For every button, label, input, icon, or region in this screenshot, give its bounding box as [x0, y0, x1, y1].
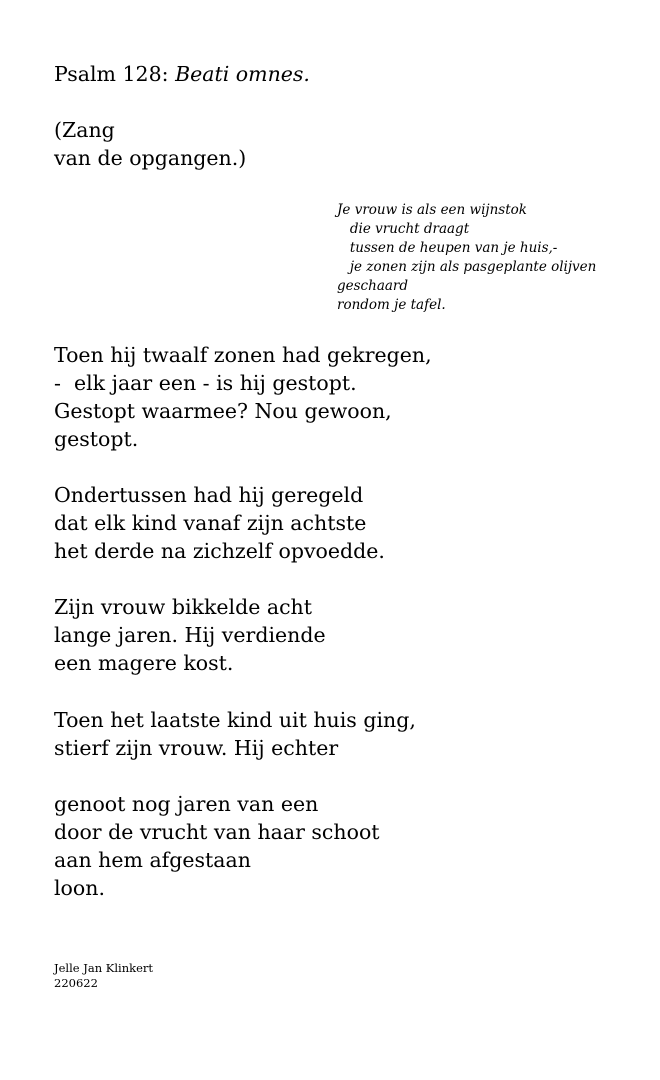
epigraph [337, 201, 596, 315]
epigraph-line: geschaard [337, 278, 409, 294]
title-prefix: Psalm 128: [54, 62, 176, 86]
subheading-line: (Zang [54, 118, 115, 142]
epigraph-line: je zonen zijn als pasgeplante olijven [337, 259, 597, 275]
poem-line: Ondertussen had hij geregeld [54, 483, 364, 507]
poem-line: dat elk kind vanaf zijn achtste [54, 511, 367, 535]
subheading-line: van de opgangen.) [54, 146, 247, 170]
author-name: Jelle Jan Klinkert [54, 961, 154, 975]
poem-line: Gestopt waarmee? Nou gewoon, [54, 399, 392, 423]
poem-line: Toen het laatste kind uit huis ging, [54, 708, 416, 732]
epigraph-line: Je vrouw is als een wijnstok [337, 202, 527, 218]
poem-line: Toen hij twaalf zonen had gekregen, [54, 343, 432, 367]
poem-line: door de vrucht van haar schoot [54, 820, 380, 844]
epigraph-line: tussen de heupen van je huis,- [337, 240, 558, 256]
poem-line: loon. [54, 876, 105, 900]
title-latin: Beati omnes. [175, 62, 310, 86]
poem-line: stierf zijn vrouw. Hij echter [54, 736, 339, 760]
epigraph-line: rondom je tafel. [337, 297, 446, 313]
poem-line: een magere kost. [54, 651, 234, 675]
signature [54, 961, 153, 991]
poem-line: aan hem afgestaan [54, 848, 251, 872]
poem-line: Zijn vrouw bikkelde acht [54, 595, 312, 619]
signature-date: 220622 [54, 976, 98, 990]
epigraph-line: die vrucht draagt [337, 221, 470, 237]
poem-line: het derde na zichzelf opvoedde. [54, 539, 385, 563]
poem-line: - elk jaar een - is hij gestopt. [54, 371, 357, 395]
poem-line: lange jaren. Hij verdiende [54, 623, 326, 647]
poem-line: gestopt. [54, 427, 139, 451]
poem-line: genoot nog jaren van een [54, 792, 319, 816]
poem-title [54, 60, 310, 88]
